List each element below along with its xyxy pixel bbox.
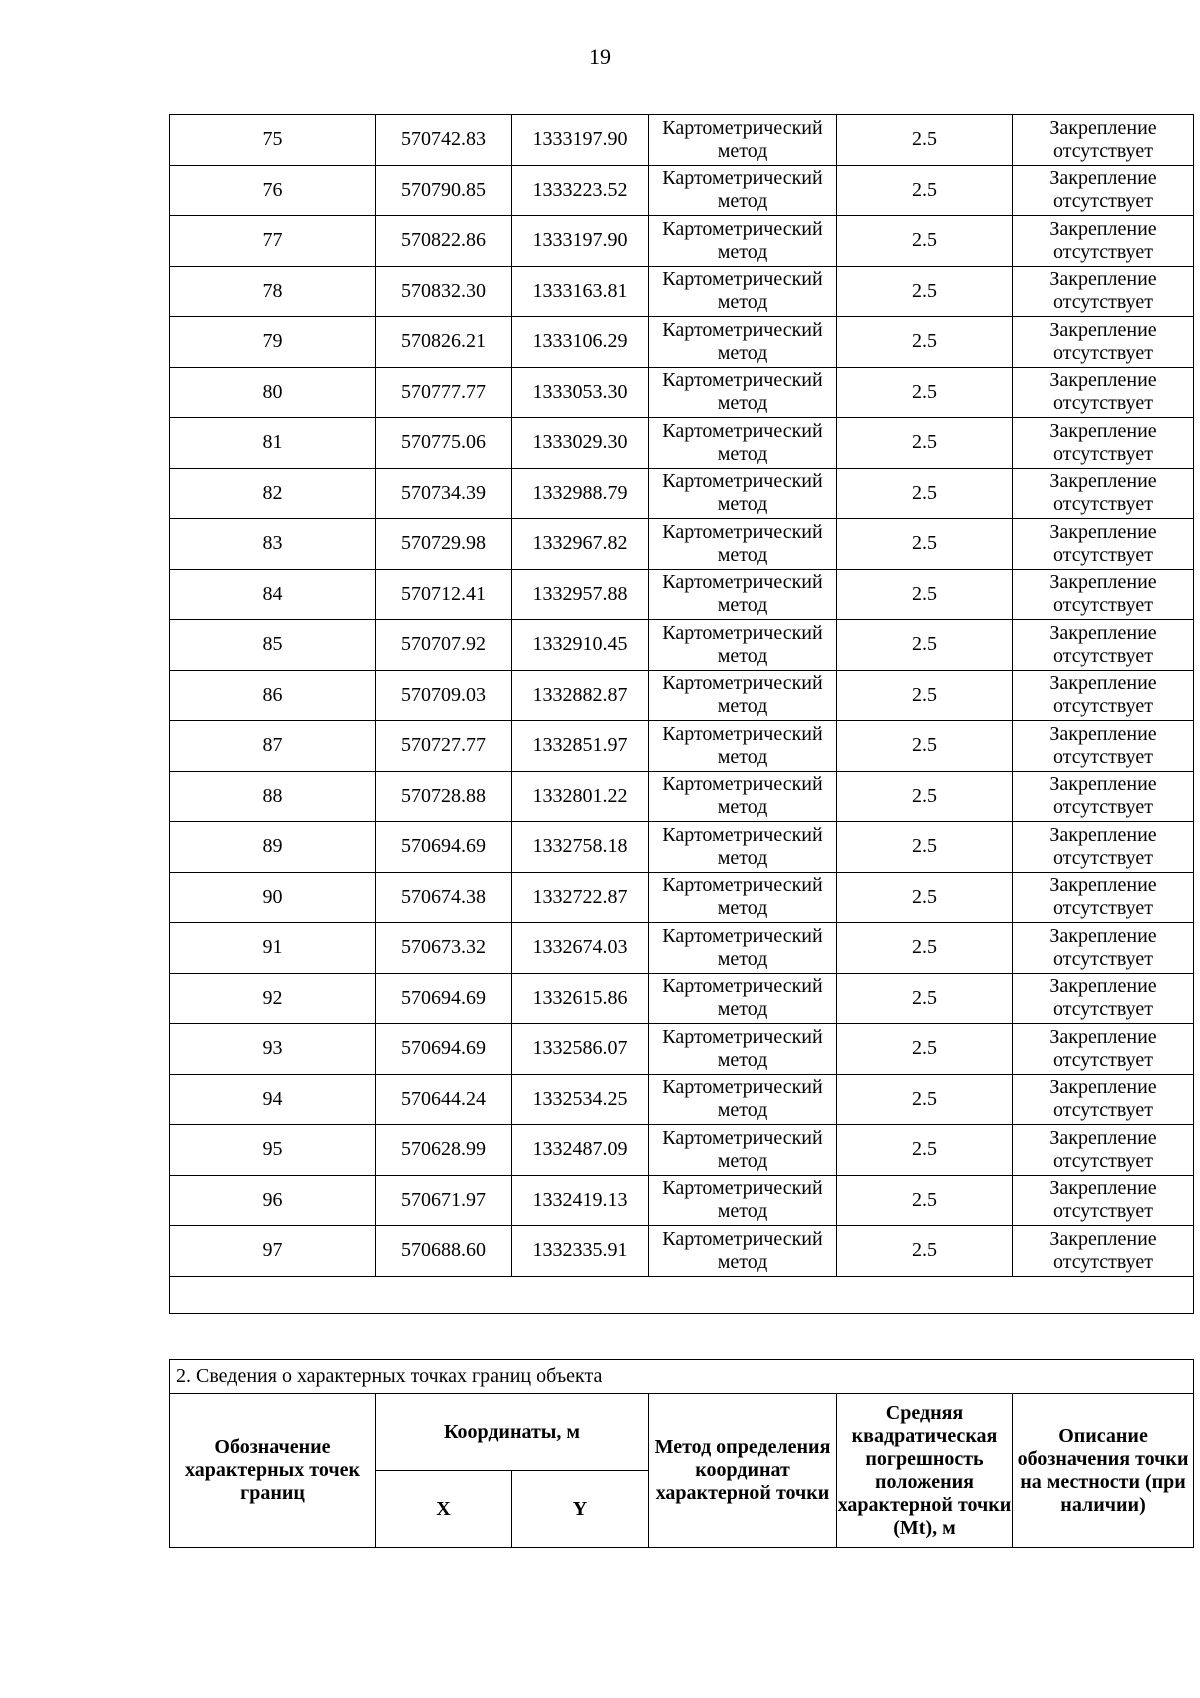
- fixing-line-1: Закрепление: [1049, 1126, 1157, 1149]
- fixing-line-2: отсутствует: [1052, 139, 1154, 162]
- point-number-cell: 80: [170, 367, 376, 418]
- fixing-cell: [1013, 266, 1194, 317]
- point-number-cell: 91: [170, 923, 376, 974]
- method-line-2: метод: [717, 897, 768, 920]
- x-coordinate-cell: 570628.99: [376, 1125, 512, 1176]
- y-coordinate-cell: 1332851.97: [512, 721, 649, 772]
- table-row: [170, 569, 1194, 620]
- y-coordinate-cell: 1332957.88: [512, 569, 649, 620]
- y-coordinate-cell: 1332419.13: [512, 1175, 649, 1226]
- method-line-1: Картометрический: [662, 520, 823, 543]
- point-number-cell: 77: [170, 216, 376, 267]
- method-line-2: метод: [717, 190, 768, 213]
- accuracy-cell: 2.5: [837, 973, 1013, 1024]
- table-row: [170, 670, 1194, 721]
- accuracy-cell: 2.5: [837, 771, 1013, 822]
- point-number-cell: 86: [170, 670, 376, 721]
- accuracy-cell: 2.5: [837, 317, 1013, 368]
- method-line-1: Картометрический: [662, 419, 823, 442]
- y-coordinate-cell: 1332335.91: [512, 1226, 649, 1277]
- table-row: [170, 1074, 1194, 1125]
- fixing-line-1: Закрепление: [1049, 975, 1157, 998]
- fixing-line-1: Закрепление: [1049, 369, 1157, 392]
- fixing-cell: [1013, 1226, 1194, 1277]
- method-line-2: метод: [717, 695, 768, 718]
- fixing-cell: [1013, 620, 1194, 671]
- accuracy-cell: 2.5: [837, 670, 1013, 721]
- section-2-title: 2. Сведения о характерных точках границ объекта: [170, 1360, 1194, 1394]
- table-row: [170, 367, 1194, 418]
- table-row: [170, 721, 1194, 772]
- method-line-1: Картометрический: [662, 268, 823, 291]
- fixing-cell: [1013, 923, 1194, 974]
- table-row: [170, 418, 1194, 469]
- method-line-2: метод: [717, 139, 768, 162]
- fixing-cell: [1013, 519, 1194, 570]
- point-number-cell: 89: [170, 822, 376, 873]
- x-coordinate-cell: 570790.85: [376, 165, 512, 216]
- method-cell: [649, 670, 837, 721]
- x-coordinate-cell: 570644.24: [376, 1074, 512, 1125]
- method-line-2: метод: [717, 291, 768, 314]
- method-cell: [649, 872, 837, 923]
- fixing-cell: [1013, 317, 1194, 368]
- accuracy-cell: 2.5: [837, 721, 1013, 772]
- y-coordinate-cell: 1332758.18: [512, 822, 649, 873]
- fixing-line-1: Закрепление: [1049, 167, 1157, 190]
- point-number-cell: 83: [170, 519, 376, 570]
- method-line-2: метод: [717, 392, 768, 415]
- table-row: [170, 317, 1194, 368]
- table-row: [170, 115, 1194, 166]
- y-coordinate-cell: 1332586.07: [512, 1024, 649, 1075]
- page-number: 19: [589, 44, 611, 69]
- fixing-line-2: отсутствует: [1052, 1200, 1154, 1223]
- fixing-cell: [1013, 721, 1194, 772]
- method-cell: [649, 216, 837, 267]
- fixing-line-1: Закрепление: [1049, 268, 1157, 291]
- y-coordinate-cell: 1332487.09: [512, 1125, 649, 1176]
- method-line-1: Картометрический: [662, 722, 823, 745]
- accuracy-cell: 2.5: [837, 418, 1013, 469]
- fixing-line-2: отсутствует: [1052, 644, 1154, 667]
- accuracy-cell: 2.5: [837, 1175, 1013, 1226]
- fixing-line-2: отсутствует: [1052, 897, 1154, 920]
- fixing-line-1: Закрепление: [1049, 874, 1157, 897]
- fixing-line-2: отсутствует: [1052, 543, 1154, 566]
- y-coordinate-cell: 1333106.29: [512, 317, 649, 368]
- x-coordinate-cell: 570707.92: [376, 620, 512, 671]
- x-coordinate-cell: 570674.38: [376, 872, 512, 923]
- x-coordinate-cell: 570694.69: [376, 1024, 512, 1075]
- method-line-1: Картометрический: [662, 975, 823, 998]
- method-line-1: Картометрический: [662, 571, 823, 594]
- fixing-line-2: отсутствует: [1052, 240, 1154, 263]
- method-line-1: Картометрический: [662, 874, 823, 897]
- header-description: Описание обозначения точки на местности (при наличии): [1013, 1394, 1194, 1548]
- method-line-1: Картометрический: [662, 369, 823, 392]
- fixing-line-2: отсутствует: [1052, 392, 1154, 415]
- fixing-line-1: Закрепление: [1049, 773, 1157, 796]
- fixing-line-2: отсутствует: [1052, 1250, 1154, 1273]
- method-cell: [649, 569, 837, 620]
- method-cell: [649, 1226, 837, 1277]
- x-coordinate-cell: 570709.03: [376, 670, 512, 721]
- fixing-line-1: Закрепление: [1049, 621, 1157, 644]
- method-cell: [649, 317, 837, 368]
- x-coordinate-cell: 570826.21: [376, 317, 512, 368]
- table-row: [170, 266, 1194, 317]
- accuracy-cell: 2.5: [837, 872, 1013, 923]
- fixing-line-1: Закрепление: [1049, 571, 1157, 594]
- method-cell: [649, 115, 837, 166]
- method-line-2: метод: [717, 442, 768, 465]
- method-line-2: метод: [717, 644, 768, 667]
- header-coordinates: Координаты, м: [376, 1394, 649, 1471]
- method-line-1: Картометрический: [662, 318, 823, 341]
- method-cell: [649, 1175, 837, 1226]
- header-accuracy: Средняя квадратическая погрешность положения характерной точки (Mt), м: [837, 1394, 1013, 1548]
- y-coordinate-cell: 1332674.03: [512, 923, 649, 974]
- table-row: [170, 1226, 1194, 1277]
- accuracy-cell: 2.5: [837, 569, 1013, 620]
- accuracy-cell: 2.5: [837, 165, 1013, 216]
- point-number-cell: 90: [170, 872, 376, 923]
- point-number-cell: 87: [170, 721, 376, 772]
- accuracy-cell: 2.5: [837, 115, 1013, 166]
- fixing-line-2: отсутствует: [1052, 796, 1154, 819]
- y-coordinate-cell: 1332722.87: [512, 872, 649, 923]
- fixing-cell: [1013, 216, 1194, 267]
- method-cell: [649, 771, 837, 822]
- point-number-cell: 82: [170, 468, 376, 519]
- point-number-cell: 96: [170, 1175, 376, 1226]
- fixing-line-2: отсутствует: [1052, 745, 1154, 768]
- accuracy-cell: 2.5: [837, 822, 1013, 873]
- method-line-2: метод: [717, 543, 768, 566]
- method-line-2: метод: [717, 341, 768, 364]
- method-line-2: метод: [717, 1250, 768, 1273]
- x-coordinate-cell: 570832.30: [376, 266, 512, 317]
- method-line-1: Картометрический: [662, 773, 823, 796]
- x-coordinate-cell: 570775.06: [376, 418, 512, 469]
- table-row: [170, 519, 1194, 570]
- method-cell: [649, 1024, 837, 1075]
- y-coordinate-cell: 1333053.30: [512, 367, 649, 418]
- y-coordinate-cell: 1332615.86: [512, 973, 649, 1024]
- accuracy-cell: 2.5: [837, 266, 1013, 317]
- table-row: [170, 771, 1194, 822]
- method-line-2: метод: [717, 796, 768, 819]
- method-cell: [649, 923, 837, 974]
- method-line-2: метод: [717, 947, 768, 970]
- table-row: [170, 165, 1194, 216]
- method-line-2: метод: [717, 1099, 768, 1122]
- table-row: [170, 973, 1194, 1024]
- accuracy-cell: 2.5: [837, 1226, 1013, 1277]
- fixing-line-1: Закрепление: [1049, 1076, 1157, 1099]
- fixing-cell: [1013, 1175, 1194, 1226]
- point-number-cell: 78: [170, 266, 376, 317]
- table-row: [170, 1024, 1194, 1075]
- fixing-line-2: отсутствует: [1052, 998, 1154, 1021]
- fixing-line-1: Закрепление: [1049, 823, 1157, 846]
- point-number-cell: 85: [170, 620, 376, 671]
- fixing-line-2: отсутствует: [1052, 1149, 1154, 1172]
- method-cell: [649, 519, 837, 570]
- method-line-1: Картометрический: [662, 1126, 823, 1149]
- fixing-cell: [1013, 1074, 1194, 1125]
- point-number-cell: 97: [170, 1226, 376, 1277]
- fixing-cell: [1013, 771, 1194, 822]
- point-number-cell: 88: [170, 771, 376, 822]
- fixing-cell: [1013, 872, 1194, 923]
- header-y: Y: [512, 1471, 649, 1548]
- method-line-1: Картометрический: [662, 167, 823, 190]
- accuracy-cell: 2.5: [837, 519, 1013, 570]
- fixing-line-2: отсутствует: [1052, 594, 1154, 617]
- fixing-line-1: Закрепление: [1049, 672, 1157, 695]
- fixing-line-1: Закрепление: [1049, 924, 1157, 947]
- accuracy-cell: 2.5: [837, 468, 1013, 519]
- point-number-cell: 81: [170, 418, 376, 469]
- fixing-cell: [1013, 1125, 1194, 1176]
- x-coordinate-cell: 570734.39: [376, 468, 512, 519]
- x-coordinate-cell: 570742.83: [376, 115, 512, 166]
- y-coordinate-cell: 1333197.90: [512, 216, 649, 267]
- method-line-1: Картометрический: [662, 116, 823, 139]
- method-cell: [649, 721, 837, 772]
- fixing-cell: [1013, 1024, 1194, 1075]
- fixing-line-1: Закрепление: [1049, 217, 1157, 240]
- method-line-2: метод: [717, 998, 768, 1021]
- method-line-2: метод: [717, 240, 768, 263]
- y-coordinate-cell: 1333223.52: [512, 165, 649, 216]
- x-coordinate-cell: 570727.77: [376, 721, 512, 772]
- method-line-1: Картометрический: [662, 1025, 823, 1048]
- accuracy-cell: 2.5: [837, 620, 1013, 671]
- y-coordinate-cell: 1332988.79: [512, 468, 649, 519]
- table-row: [170, 923, 1194, 974]
- x-coordinate-cell: 570822.86: [376, 216, 512, 267]
- method-line-2: метод: [717, 745, 768, 768]
- fixing-cell: [1013, 468, 1194, 519]
- method-cell: [649, 822, 837, 873]
- table-row: [170, 468, 1194, 519]
- fixing-cell: [1013, 418, 1194, 469]
- x-coordinate-cell: 570729.98: [376, 519, 512, 570]
- point-number-cell: 75: [170, 115, 376, 166]
- fixing-cell: [1013, 367, 1194, 418]
- method-cell: [649, 1074, 837, 1125]
- fixing-line-1: Закрепление: [1049, 722, 1157, 745]
- method-cell: [649, 418, 837, 469]
- table-row: [170, 872, 1194, 923]
- coordinates-table-body: [170, 115, 1194, 1314]
- y-coordinate-cell: 1332534.25: [512, 1074, 649, 1125]
- table-row: [170, 216, 1194, 267]
- point-number-cell: 79: [170, 317, 376, 368]
- fixing-line-1: Закрепление: [1049, 116, 1157, 139]
- x-coordinate-cell: 570777.77: [376, 367, 512, 418]
- accuracy-cell: 2.5: [837, 216, 1013, 267]
- x-coordinate-cell: 570712.41: [376, 569, 512, 620]
- method-cell: [649, 367, 837, 418]
- empty-cell: [170, 1276, 1194, 1313]
- fixing-cell: [1013, 670, 1194, 721]
- y-coordinate-cell: 1333163.81: [512, 266, 649, 317]
- method-line-2: метод: [717, 846, 768, 869]
- y-coordinate-cell: 1333029.30: [512, 418, 649, 469]
- y-coordinate-cell: 1333197.90: [512, 115, 649, 166]
- header-method: Метод определения координат характерной точки: [649, 1394, 837, 1548]
- method-line-1: Картометрический: [662, 621, 823, 644]
- coordinates-table: [169, 114, 1194, 1314]
- fixing-line-2: отсутствует: [1052, 291, 1154, 314]
- accuracy-cell: 2.5: [837, 1074, 1013, 1125]
- table-row: [170, 822, 1194, 873]
- fixing-line-1: Закрепление: [1049, 1177, 1157, 1200]
- fixing-cell: [1013, 973, 1194, 1024]
- table-row: [170, 1175, 1194, 1226]
- method-line-2: метод: [717, 1200, 768, 1223]
- fixing-line-2: отсутствует: [1052, 1099, 1154, 1122]
- method-cell: [649, 165, 837, 216]
- header-designation: Обозначение характерных точек границ: [170, 1394, 376, 1548]
- fixing-line-2: отсутствует: [1052, 846, 1154, 869]
- empty-row: [170, 1276, 1194, 1313]
- y-coordinate-cell: 1332801.22: [512, 771, 649, 822]
- fixing-line-2: отсутствует: [1052, 190, 1154, 213]
- section-2-table: [169, 1359, 1194, 1548]
- method-line-1: Картометрический: [662, 1227, 823, 1250]
- fixing-line-1: Закрепление: [1049, 520, 1157, 543]
- fixing-cell: [1013, 822, 1194, 873]
- method-line-1: Картометрический: [662, 217, 823, 240]
- x-coordinate-cell: 570688.60: [376, 1226, 512, 1277]
- accuracy-cell: 2.5: [837, 1024, 1013, 1075]
- method-line-2: метод: [717, 493, 768, 516]
- accuracy-cell: 2.5: [837, 923, 1013, 974]
- method-cell: [649, 266, 837, 317]
- fixing-line-2: отсутствует: [1052, 493, 1154, 516]
- x-coordinate-cell: 570694.69: [376, 822, 512, 873]
- method-cell: [649, 973, 837, 1024]
- x-coordinate-cell: 570673.32: [376, 923, 512, 974]
- fixing-cell: [1013, 569, 1194, 620]
- method-cell: [649, 468, 837, 519]
- method-line-2: метод: [717, 594, 768, 617]
- point-number-cell: 95: [170, 1125, 376, 1176]
- x-coordinate-cell: 570671.97: [376, 1175, 512, 1226]
- point-number-cell: 84: [170, 569, 376, 620]
- fixing-line-1: Закрепление: [1049, 1227, 1157, 1250]
- method-line-1: Картометрический: [662, 823, 823, 846]
- accuracy-cell: 2.5: [837, 367, 1013, 418]
- fixing-line-2: отсутствует: [1052, 947, 1154, 970]
- fixing-line-2: отсутствует: [1052, 1048, 1154, 1071]
- x-coordinate-cell: 570728.88: [376, 771, 512, 822]
- method-line-1: Картометрический: [662, 470, 823, 493]
- header-x: X: [376, 1471, 512, 1548]
- method-line-2: метод: [717, 1149, 768, 1172]
- method-line-1: Картометрический: [662, 1076, 823, 1099]
- method-line-1: Картометрический: [662, 1177, 823, 1200]
- y-coordinate-cell: 1332910.45: [512, 620, 649, 671]
- x-coordinate-cell: 570694.69: [376, 973, 512, 1024]
- method-cell: [649, 620, 837, 671]
- table-row: [170, 1125, 1194, 1176]
- y-coordinate-cell: 1332882.87: [512, 670, 649, 721]
- fixing-line-2: отсутствует: [1052, 341, 1154, 364]
- method-line-2: метод: [717, 1048, 768, 1071]
- fixing-cell: [1013, 165, 1194, 216]
- table-row: [170, 620, 1194, 671]
- y-coordinate-cell: 1332967.82: [512, 519, 649, 570]
- point-number-cell: 92: [170, 973, 376, 1024]
- method-line-1: Картометрический: [662, 924, 823, 947]
- fixing-line-2: отсутствует: [1052, 442, 1154, 465]
- point-number-cell: 76: [170, 165, 376, 216]
- method-line-1: Картометрический: [662, 672, 823, 695]
- point-number-cell: 94: [170, 1074, 376, 1125]
- fixing-line-1: Закрепление: [1049, 1025, 1157, 1048]
- fixing-line-2: отсутствует: [1052, 695, 1154, 718]
- fixing-cell: [1013, 115, 1194, 166]
- fixing-line-1: Закрепление: [1049, 419, 1157, 442]
- fixing-line-1: Закрепление: [1049, 318, 1157, 341]
- fixing-line-1: Закрепление: [1049, 470, 1157, 493]
- accuracy-cell: 2.5: [837, 1125, 1013, 1176]
- point-number-cell: 93: [170, 1024, 376, 1075]
- method-cell: [649, 1125, 837, 1176]
